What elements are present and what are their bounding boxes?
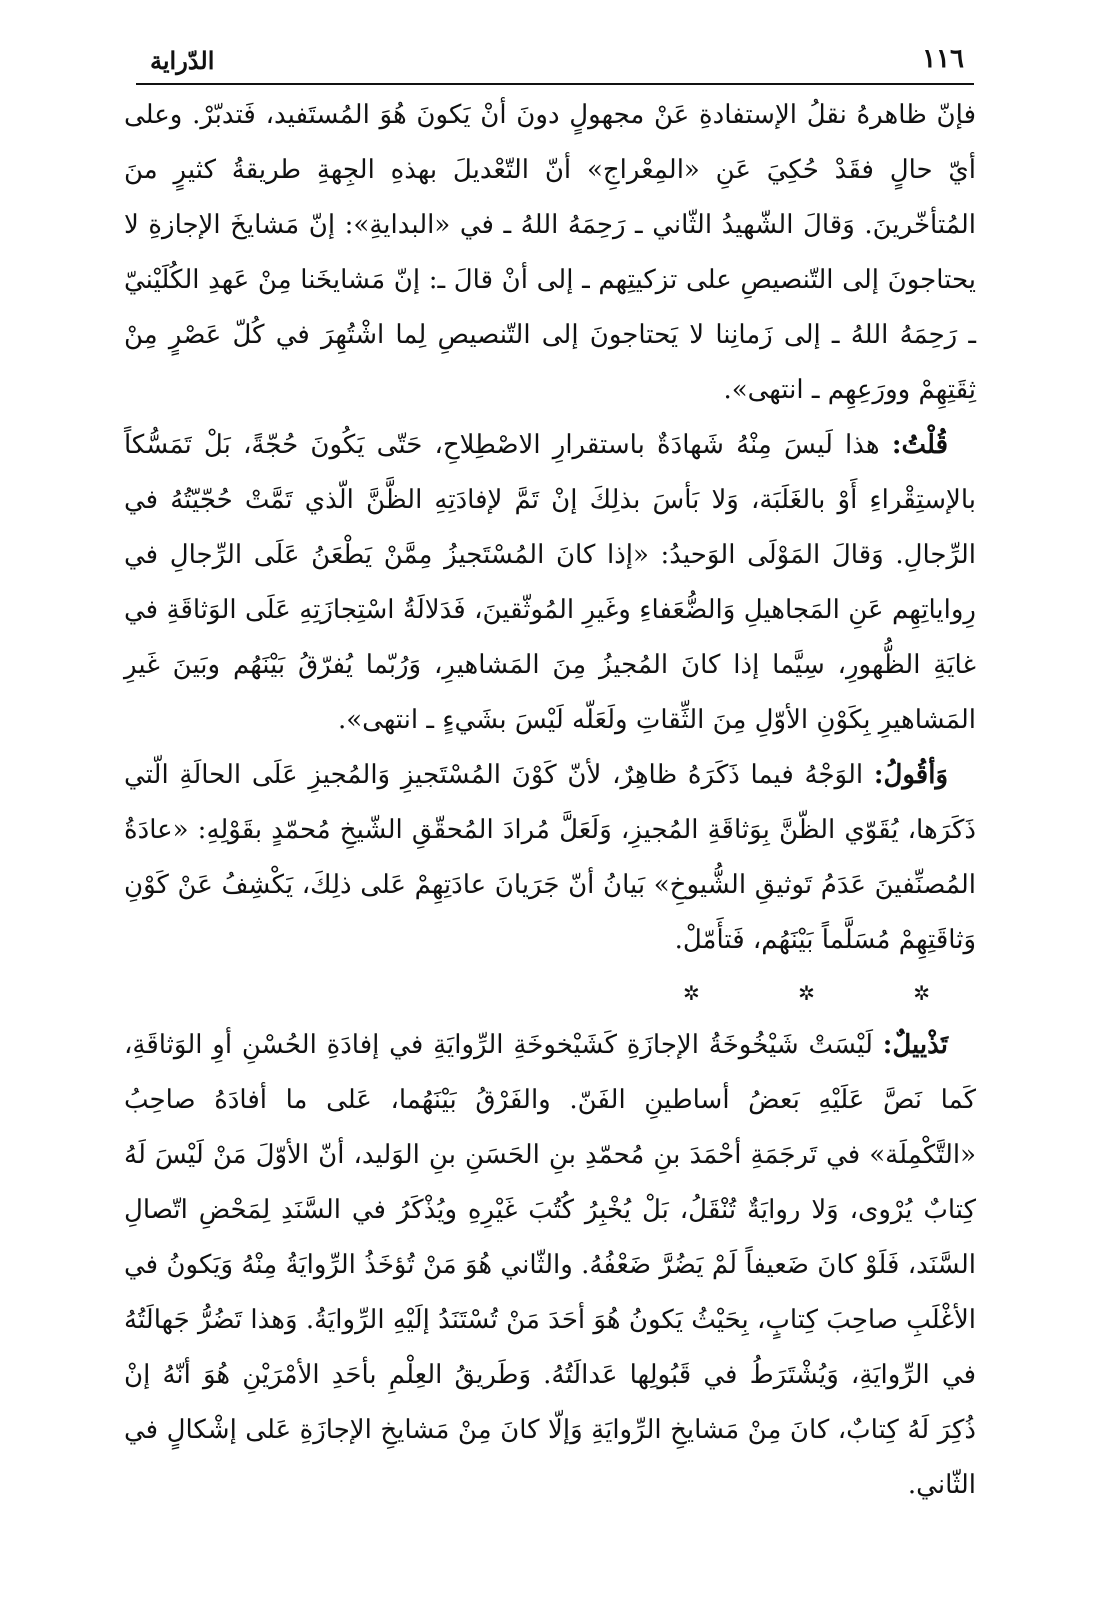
paragraph-4 (124, 1018, 976, 1513)
paragraph-1 (124, 88, 976, 418)
paragraph-4-lead: تَذْييلٌ: (882, 1030, 949, 1060)
paragraph-3-text: الوَجْهُ فيما ذَكَرَهُ ظاهِرٌ، لأنّ كَوْنَ المُسْتَجيزِ وَالمُجيزِ عَلَى الحالَةِ الّتي ذَكَرَها، يُقَوّي الظّنَّ بِوَثاقَةِ المُجيزِ، وَلَعَلَّ مُرادَ المُحقّقِ الشّيخِ مُحمّدٍ بقَوْلِهِ: «عادَةُ المُصنِّفينَ عَدَمُ تَوثيقِ الشُّيوخِ» بَيانُ أنّ جَرَيانَ عادَتِهِمْ عَلى ذلِكَ، يَكْشِفُ عَنْ كَوْنِ وَثاقَتِهِمْ مُسَلَّماً بَيْنَهُم، فَتأَمّلْ. (124, 760, 976, 955)
section-separator: ✲ ✲ ✲ (683, 981, 976, 1005)
paragraph-4-text: لَيْسَتْ شَيْخُوخَةُ الإجازَةِ كَشَيْخوخَةِ الرِّوايَةِ في إفادَةِ الحُسْنِ أوِ الوَثاقَةِ، كَما نَصَّ عَلَيْهِ بَعضُ أساطينِ الفَنّ. والفَرْقُ بَيْنَهُما، عَلى ما أفادَهُ صاحِبُ «التَّكْمِلَة» في تَرجَمَةِ أحْمَدَ بنِ مُحمّدِ بنِ الحَسَنِ بنِ الوَليد، أنّ الأوّلَ مَنْ لَيْسَ لَهُ كِتابٌ يُرْوى، وَلا روايَةٌ تُنْقَلُ، بَلْ يُخْبِرُ كُتُبَ غَيْرِهِ ويُذْكَرُ في السَّنَدِ لِمَحْضِ اتّصالِ السَّنَد، فَلَوْ كانَ ضَعيفاً لَمْ يَضُرَّ ضَعْفُهُ. والثّاني هُوَ مَنْ تُؤخَذُ الرِّوايَةُ مِنْهُ وَيَكونُ في الأغْلَبِ صاحِبَ كِتابٍ، بِحَيْثُ يَكونُ هُوَ أحَدَ مَنْ تُسْتَنَدُ إلَيْهِ الرِّوايَةُ. وَهذا تَضُرُّ جَهالَتُهُ في الرِّوايَةِ، وَيُشْتَرَطُ في قَبُولِها عَدالَتُهُ. وَطَريقُ العِلْمِ بأحَدِ الأمْرَيْنِ هُوَ أنّهُ إنْ ذُكِرَ لَهُ كِتابٌ، كانَ مِنْ مَشايخِ الرِّوايَةِ وَإلّا كانَ مِنْ مَشايخِ الإجازَةِ عَلى إشْكالٍ في الثّاني. (124, 1030, 976, 1500)
page-header (136, 40, 974, 82)
paragraph-2-text: هذا لَيسَ مِنْهُ شَهادَةٌ باستقرارِ الاصْطِلاحِ، حَتّى يَكُونَ حُجّةً، بَلْ تَمَسُّكاً بالإستِقْراءِ أَوْ بالغَلَبَة، وَلا بَأسَ بذلِكَ إنْ تَمَّ لإفادَتِهِ الظَّنَّ الّذي تَمَّتْ حُجّيّتُهُ في الرِّجالِ. وَقالَ المَوْلَى الوَحيدُ: «إذا كانَ المُسْتَجيزُ مِمَّنْ يَطْعَنُ عَلَى الرِّجالِ في رِواياتِهِم عَنِ المَجاهيلِ وَالضُّعَفاءِ وغَيرِ المُوثّقينَ، فَدَلالَةُ اسْتِجازَتِهِ عَلَى الوَثاقَةِ في غايَةِ الظُّهورِ، سِيَّما إذا كانَ المُجيزُ مِنَ المَشاهيرِ، وَرُبّما يُفرّقُ بَيْنَهُم وبَينَ غَيرِ المَشاهيرِ بِكَوْنِ الأوّلِ مِنَ الثِّقاتِ ولَعَلّه لَيْسَ بشَيءٍ ـ انتهى». (124, 430, 976, 735)
page-number: ١١٦ (922, 44, 964, 74)
paragraph-2 (124, 418, 976, 748)
paragraph-3-lead: وَأقُولُ: (873, 760, 949, 790)
paragraph-2-lead: قُلْتُ: (891, 430, 949, 460)
main-text (124, 88, 976, 1513)
running-title: الدّراية (150, 46, 215, 75)
paragraph-1-text: فإنّ ظاهرهُ نقلُ الإستفادةِ عَنْ مجهولٍ دونَ أنْ يَكونَ هُوَ المُستَفيد، فَتدبّرْ. وعلى أيّ حالٍ فقَدْ حُكِيَ عَنِ «المِعْراجِ» أنّ التّعْديلَ بهذهِ الجِهةِ طريقةُ كثيرٍ منَ المُتأخّرينَ. وَقالَ الشّهيدُ الثّاني ـ رَحِمَهُ اللهُ ـ في «البدايةِ»: إنّ مَشايخَ الإجازةِ لا يحتاجونَ إلى التّنصيصِ على تزكيتِهم ـ إلى أنْ قالَ ـ: إنّ مَشايخَنا مِنْ عَهدِ الكُلَيْنيّ ـ رَحِمَهُ اللهُ ـ إلى زَمانِنا لا يَحتاجونَ إلى التّنصيصِ لِما اشْتُهِرَ في كُلّ عَصْرٍ مِنْ ثِقَتِهِمْ وورَعِهِم ـ انتهى». (124, 100, 976, 405)
header-divider (136, 83, 974, 85)
paragraph-3 (124, 748, 976, 968)
